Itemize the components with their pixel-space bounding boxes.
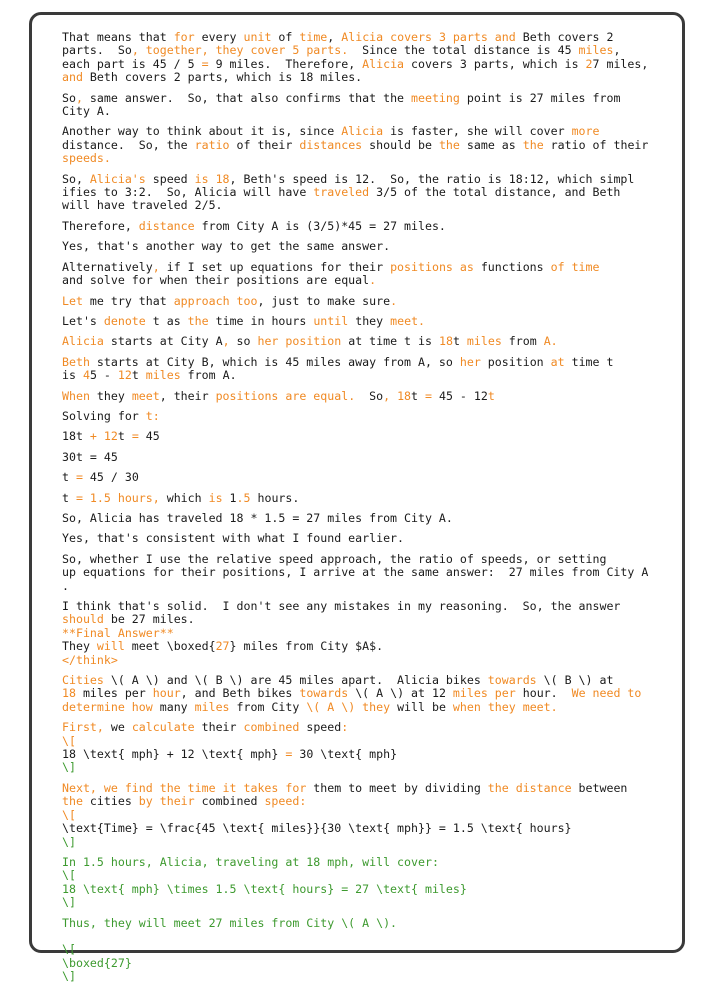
- text-segment: from: [501, 334, 544, 349]
- text-segment: .: [369, 273, 377, 288]
- text-segment: First,: [62, 720, 104, 735]
- text-segment: should be: [362, 137, 439, 152]
- text-segment: positions are equal.: [215, 388, 356, 403]
- text-segment: me try that: [82, 293, 174, 308]
- text-segment: distances: [299, 137, 363, 152]
- text-segment: unit: [243, 30, 272, 44]
- text-segment: miles per: [452, 686, 516, 701]
- text-panel: [29, 12, 685, 984]
- text-segment: A.: [543, 334, 558, 349]
- text-segment: when they meet.: [452, 699, 558, 714]
- text-segment: Let's: [62, 313, 104, 328]
- text-segment: they: [89, 388, 132, 403]
- text-segment: ratio of their: [550, 137, 649, 152]
- text-segment: her: [459, 354, 481, 369]
- text-segment: ,: [152, 259, 160, 274]
- text-segment: Therefore,: [62, 218, 139, 233]
- text-segment: same as: [459, 137, 523, 152]
- text-segment: will: [96, 639, 125, 654]
- text-segment: 18: [62, 686, 76, 701]
- text-paragraph: [62, 721, 662, 775]
- text-segment: from A.: [180, 368, 237, 383]
- text-segment: Solving for: [62, 408, 146, 423]
- text-segment: Alicia covers 3 parts and: [341, 30, 516, 44]
- text-segment: t:: [145, 408, 160, 423]
- text-segment: 1: [222, 490, 237, 505]
- text-paragraph: [62, 220, 662, 233]
- text-segment: \( A \) and \( B \) are 45 miles apart. Alicia bikes: [103, 673, 488, 688]
- text-segment: We need to determine how: [62, 686, 642, 714]
- text-segment: their: [194, 720, 244, 735]
- text-segment: them to meet by dividing: [306, 780, 488, 795]
- text-segment: 45 / 30: [82, 470, 139, 485]
- text-segment: the: [62, 794, 83, 809]
- text-segment: should: [62, 612, 104, 627]
- text-segment: for: [173, 30, 195, 44]
- text-segment: 12: [117, 368, 132, 383]
- text-segment: calculate: [131, 720, 195, 735]
- text-paragraph: [62, 553, 662, 593]
- text-paragraph: [62, 674, 662, 714]
- text-paragraph: [62, 917, 662, 984]
- text-segment: is 18: [194, 171, 230, 186]
- text-segment: Beth covers 2 parts. So: [62, 30, 614, 58]
- text-segment: is faster, she will cover: [383, 124, 572, 139]
- text-segment: Another way to think about it is, since: [62, 124, 342, 139]
- text-segment: +: [89, 429, 97, 444]
- text-segment: they: [348, 313, 391, 328]
- text-paragraph: [62, 240, 662, 253]
- text-segment: denote: [103, 313, 146, 328]
- text-paragraph: [62, 512, 662, 525]
- text-segment: the: [522, 137, 544, 152]
- text-segment: cities: [82, 794, 139, 809]
- text-segment: meeting: [411, 90, 460, 105]
- text-segment: They: [62, 639, 90, 654]
- text-segment: the distance: [487, 780, 572, 795]
- text-segment: so: [229, 334, 258, 349]
- text-segment: Alicia: [362, 56, 405, 71]
- text-segment: \text{Time} = \frac{45 \text{ miles}}{30 \text{ mph}} = 1.5 \text{ hours}: [62, 821, 572, 836]
- text-segment: ,: [327, 30, 342, 44]
- text-paragraph: [62, 261, 662, 288]
- text-segment: positions as: [390, 259, 474, 274]
- text-paragraph: [62, 315, 662, 328]
- text-segment: 12: [103, 429, 118, 444]
- text-segment: </think>: [62, 652, 118, 667]
- text-segment: t: [117, 429, 132, 444]
- text-segment: at time t is: [341, 334, 439, 349]
- text-segment: towards: [299, 686, 349, 701]
- text-segment: ,: [75, 90, 83, 105]
- text-segment: covers 3 parts, which is: [404, 56, 586, 71]
- text-segment: miles: [194, 699, 230, 714]
- text-segment: So: [62, 90, 76, 105]
- text-segment: if I set up equations for their: [159, 259, 391, 274]
- text-segment: speed: [299, 720, 342, 735]
- text-segment: \]: [62, 760, 76, 775]
- text-segment: =: [425, 388, 432, 403]
- text-segment: ratio: [194, 137, 230, 152]
- text-segment: time: [299, 30, 328, 44]
- text-segment: position: [480, 354, 551, 369]
- text-segment: meet \boxed{: [124, 639, 216, 654]
- text-segment: t: [62, 470, 76, 485]
- text-segment: which: [159, 490, 209, 505]
- text-segment: between: [578, 780, 628, 795]
- text-segment: more: [571, 124, 600, 139]
- text-segment: 18t: [62, 429, 90, 444]
- text-segment: miles: [145, 368, 181, 383]
- text-segment: miles: [578, 43, 614, 58]
- text-segment: meet.: [390, 313, 426, 328]
- text-segment: : \[: [62, 720, 349, 748]
- text-segment: Beth: [62, 354, 90, 369]
- text-segment: \( B \) at: [543, 673, 614, 688]
- text-segment: , together, they cover 5 parts.: [131, 43, 349, 58]
- text-segment: When: [62, 388, 90, 403]
- text-segment: point is 27 miles from City A.: [62, 90, 621, 119]
- text-segment: 4: [82, 368, 90, 383]
- text-segment: at: [550, 354, 565, 369]
- text-segment: time t is: [62, 354, 614, 383]
- text-segment: starts at City A: [103, 334, 223, 349]
- text-segment: 9 miles. Therefore,: [208, 56, 363, 71]
- text-paragraph: [62, 125, 662, 165]
- text-paragraph: [62, 92, 662, 119]
- text-segment: be 27 miles.: [103, 612, 195, 627]
- text-segment: is: [208, 490, 223, 505]
- text-segment: 18 \text{ mph} + 12 \text{ mph}: [62, 747, 279, 762]
- text-segment: Let: [62, 293, 83, 308]
- text-segment: [97, 429, 104, 443]
- text-segment: functions: [473, 259, 551, 274]
- text-segment: =: [75, 470, 83, 485]
- text-segment: Alicia: [62, 334, 104, 349]
- text-segment: 27: [215, 639, 230, 654]
- text-paragraph: [62, 600, 662, 627]
- text-segment: , each part is 45 / 5: [62, 43, 621, 71]
- text-segment: 7 miles,: [592, 56, 649, 71]
- text-segment: \( A \) at 12: [348, 686, 453, 701]
- text-segment: Alicia's: [89, 171, 146, 186]
- text-segment: =: [285, 747, 293, 762]
- text-paragraph: [62, 173, 662, 213]
- text-segment: So, Alicia has traveled 18 * 1.5 = 27 miles from City A.: [62, 510, 453, 525]
- text-segment: Thus, they will meet 27 miles from City \( A \). \[ \boxed{27} \]: [62, 915, 398, 984]
- text-segment: 45 - 12: [431, 388, 488, 403]
- text-segment: starts at City B, which is 45 miles away from A, so: [89, 354, 460, 369]
- text-segment: combined: [194, 794, 265, 809]
- text-segment: many: [152, 699, 195, 714]
- text-segment: her position: [257, 334, 342, 349]
- text-segment: , Beth's speed is 12. So, the ratio is 18:12, which simpl ifies to 3:2. So, Alicia will have: [62, 171, 635, 200]
- text-paragraph: [62, 390, 662, 403]
- text-segment: we: [103, 720, 132, 735]
- text-segment: 30t = 45: [62, 449, 118, 464]
- reasoning-text: [62, 31, 662, 991]
- text-segment: miles: [466, 334, 502, 349]
- text-paragraph: [62, 335, 662, 348]
- text-segment: and solve for when their positions are equal: [62, 273, 370, 288]
- text-segment: t: [487, 388, 495, 403]
- text-segment: Yes, that's another way to get the same answer.: [62, 239, 391, 254]
- text-segment: of their: [229, 137, 300, 152]
- text-segment: the: [438, 137, 460, 152]
- text-segment: Beth covers 2 parts, which is 18 miles.: [82, 70, 363, 85]
- text-paragraph: [62, 31, 662, 85]
- text-segment: every: [194, 30, 244, 44]
- text-segment: 2: [585, 56, 593, 71]
- text-segment: So,: [62, 171, 90, 186]
- text-segment: , 18: [383, 388, 412, 403]
- text-segment: Since the total distance is 45: [348, 43, 579, 58]
- text-segment: miles per: [75, 686, 153, 701]
- text-paragraph: [62, 782, 662, 849]
- text-segment: , and Beth bikes: [180, 686, 300, 701]
- text-segment: \( A \) they: [306, 699, 391, 714]
- text-segment: 45: [138, 429, 160, 444]
- text-segment: distance. So, the: [62, 137, 188, 152]
- text-segment: 30 \text{ mph}: [299, 747, 398, 762]
- text-segment: towards: [487, 673, 537, 688]
- text-segment: Alternatively: [62, 259, 153, 274]
- text-segment: will be: [390, 699, 453, 714]
- text-paragraph: [62, 451, 662, 464]
- text-segment: , just to make sure: [257, 293, 391, 308]
- text-segment: time in hours: [208, 313, 314, 328]
- text-segment: of time: [550, 259, 600, 274]
- text-paragraph: [62, 492, 662, 505]
- text-segment: t: [131, 368, 146, 383]
- text-segment: speed: [145, 171, 195, 186]
- text-segment: t as: [145, 313, 188, 328]
- text-paragraph: [62, 856, 662, 910]
- text-segment: t: [411, 388, 425, 403]
- text-segment: hour: [152, 686, 181, 701]
- text-segment: In 1.5 hours, Alicia, traveling at 18 mph, will cover: \[ 18 \text{ mph} \times 1.5 \text{ hours} = 27 \text{ miles} \]: [62, 854, 467, 910]
- text-segment: .5: [236, 490, 251, 505]
- text-segment: I think that's solid. I don't see any mistakes in my reasoning. So, the answer: [62, 599, 621, 613]
- text-segment: Alicia: [341, 124, 384, 139]
- text-segment: t: [62, 490, 76, 505]
- text-segment: the: [187, 313, 209, 328]
- text-paragraph: [62, 356, 662, 383]
- text-segment: from City: [229, 699, 307, 714]
- text-segment: } miles from City $A$.: [229, 639, 384, 654]
- text-segment: hours.: [250, 490, 300, 505]
- text-segment: speed: \[: [62, 794, 307, 822]
- text-segment: speeds.: [62, 151, 111, 166]
- text-segment: of: [271, 30, 300, 44]
- text-segment: and: [62, 70, 83, 85]
- text-segment: **Final Answer**: [62, 625, 174, 640]
- text-segment: combined: [243, 720, 300, 735]
- text-segment: That means that: [62, 30, 174, 44]
- text-paragraph: [62, 532, 662, 545]
- text-segment: =: [201, 56, 209, 71]
- text-segment: =: [131, 429, 139, 444]
- text-segment: Next, we find the time it takes for: [62, 780, 307, 795]
- text-segment: meet: [131, 388, 160, 403]
- text-segment: 18: [438, 334, 453, 349]
- text-paragraph: [62, 430, 662, 443]
- text-segment: Cities: [62, 673, 104, 688]
- text-segment: \]: [62, 834, 76, 849]
- text-segment: hour.: [515, 686, 572, 701]
- text-paragraph: [62, 410, 662, 423]
- text-segment: until: [313, 313, 349, 328]
- text-segment: by their: [138, 794, 195, 809]
- text-segment: So, whether I use the relative speed approach, the ratio of speeds, or setting up equations for their positions, I arrive at the same answer: 27 miles from City A .: [62, 551, 649, 593]
- text-segment: .: [390, 293, 398, 308]
- text-segment: distance: [138, 218, 195, 233]
- text-segment: same answer. So, that also confirms that the: [82, 90, 412, 105]
- text-paragraph: [62, 471, 662, 484]
- text-segment: ,: [222, 334, 230, 349]
- text-segment: , their: [159, 388, 216, 403]
- text-segment: So: [355, 388, 384, 403]
- text-paragraph: [62, 295, 662, 308]
- text-segment: 3/5 of the total distance, and Beth will have traveled 2/5.: [62, 185, 621, 213]
- text-segment: approach too: [173, 293, 258, 308]
- text-segment: Yes, that's consistent with what I found earlier.: [62, 531, 405, 546]
- text-segment: from City A is (3/5)*45 = 27 miles.: [194, 218, 446, 233]
- text-segment: 5 -: [89, 368, 118, 383]
- text-segment: = 1.5 hours,: [75, 490, 160, 505]
- text-segment: traveled: [313, 185, 370, 200]
- text-paragraph: [62, 627, 662, 667]
- text-segment: t: [452, 334, 467, 349]
